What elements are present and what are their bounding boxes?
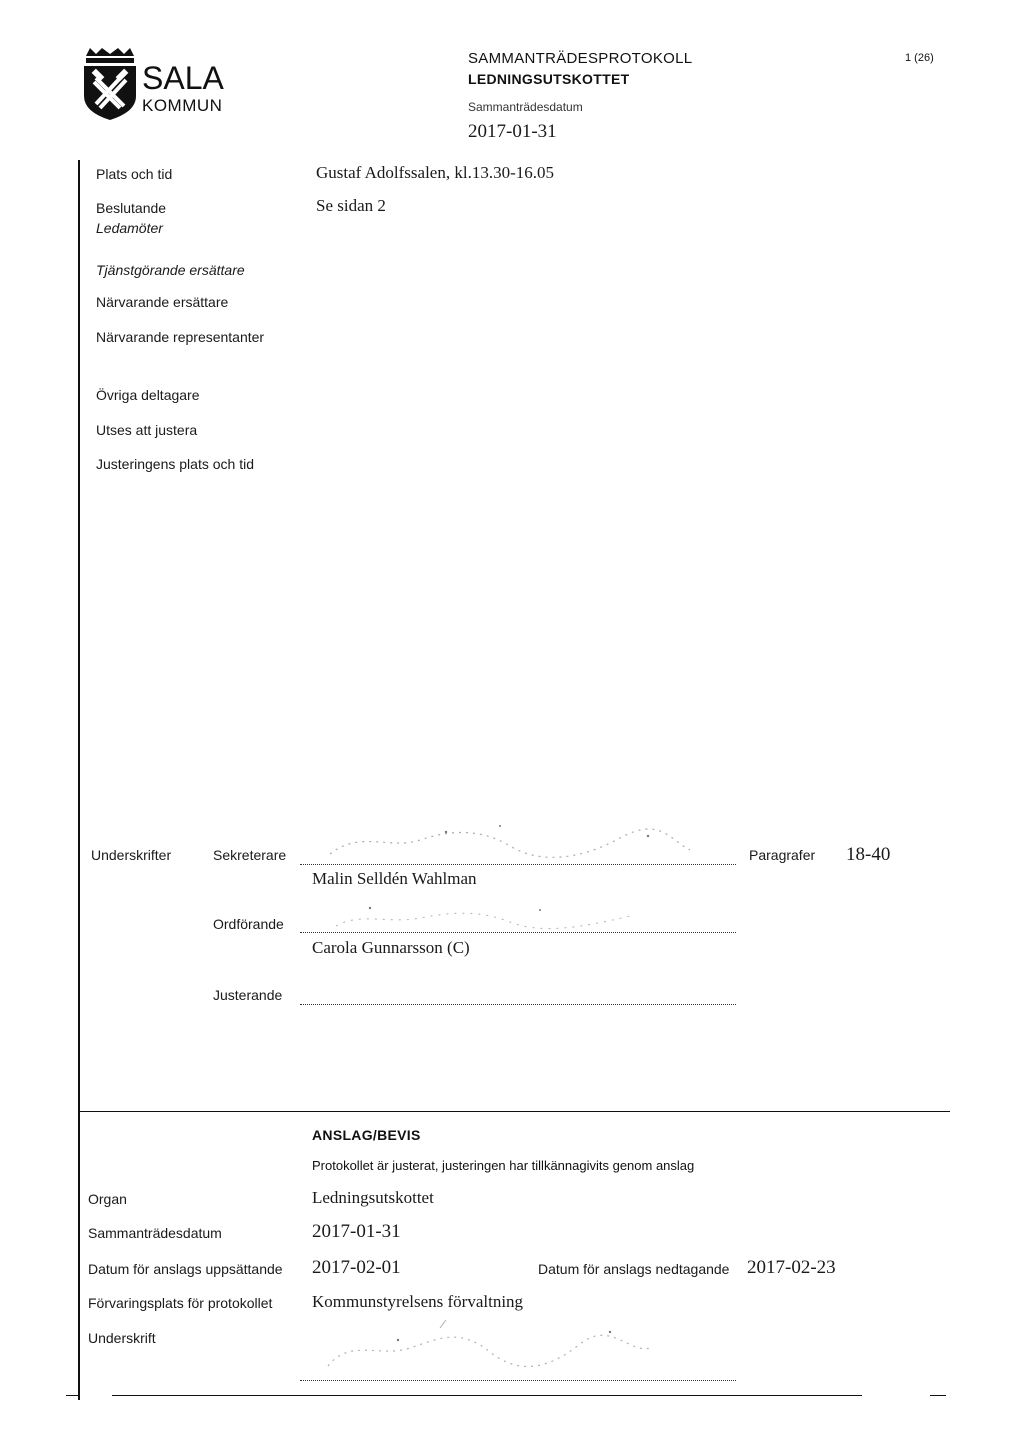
paragraphs-value: 18-40: [846, 844, 891, 865]
removed-date-value: 2017-02-23: [747, 1257, 836, 1278]
members-label: Ledamöter: [96, 220, 163, 236]
committee-name: LEDNINGSUTSKOTTET: [468, 71, 630, 87]
notice-meeting-date-label: Sammanträdesdatum: [88, 1225, 222, 1241]
document-type: SAMMANTRÄDESPROTOKOLL: [468, 50, 693, 67]
paragraphs-label: Paragrafer: [749, 847, 816, 863]
signatures-label: Underskrifter: [91, 847, 172, 863]
chair-label: Ordförande: [213, 916, 284, 932]
logo-name: SALA: [142, 60, 224, 96]
secretary-label: Sekreterare: [213, 847, 287, 863]
header-date-label: Sammanträdesdatum: [468, 100, 583, 114]
bottom-rule: [112, 1395, 862, 1396]
secretary-name: Malin Selldén Wahlman: [312, 869, 477, 888]
secretary-signature-icon: [320, 820, 700, 866]
notice-signature-line: [300, 1380, 736, 1381]
bottom-rule-left: [66, 1395, 80, 1396]
coat-of-arms-icon: [82, 46, 138, 122]
header-date: 2017-01-31: [468, 121, 557, 142]
deciding-value: Se sidan 2: [316, 196, 386, 215]
chair-signature-icon: [330, 900, 650, 934]
page-number: 1 (26): [905, 52, 934, 64]
present-representatives-label: Närvarande representanter: [96, 329, 265, 345]
adjuster-signature-line: [300, 1004, 736, 1005]
left-margin-rule: [78, 160, 80, 1400]
notice-heading: ANSLAG/BEVIS: [312, 1127, 421, 1143]
logo-subtitle: KOMMUN: [142, 96, 223, 115]
adjustment-place-label: Justeringens plats och tid: [96, 456, 254, 472]
notice-divider: [80, 1111, 950, 1112]
organ-label: Organ: [88, 1191, 127, 1207]
bottom-rule-right: [930, 1395, 946, 1396]
posted-date-label: Datum för anslags uppsättande: [88, 1261, 283, 1277]
serving-substitutes-label: Tjänstgörande ersättare: [96, 262, 245, 278]
storage-value: Kommunstyrelsens förvaltning: [312, 1292, 524, 1311]
notice-signature-label: Underskrift: [88, 1330, 156, 1346]
notice-signature-icon: [320, 1318, 660, 1378]
place-value: Gustaf Adolfssalen, kl.13.30-16.05: [316, 163, 554, 182]
organ-value: Ledningsutskottet: [312, 1188, 434, 1207]
chair-name: Carola Gunnarsson (C): [312, 938, 470, 957]
notice-meeting-date-value: 2017-01-31: [312, 1221, 401, 1242]
removed-date-label: Datum för anslags nedtagande: [538, 1261, 730, 1277]
present-substitutes-label: Närvarande ersättare: [96, 294, 229, 310]
deciding-label: Beslutande: [96, 200, 167, 216]
posted-date-value: 2017-02-01: [312, 1257, 401, 1278]
adjuster-appointed-label: Utses att justera: [96, 422, 198, 438]
place-label: Plats och tid: [96, 166, 173, 182]
adjuster-label: Justerande: [213, 987, 283, 1003]
other-participants-label: Övriga deltagare: [96, 387, 200, 403]
storage-label: Förvaringsplats för protokollet: [88, 1295, 273, 1311]
notice-statement: Protokollet är justerat, justeringen har tillkännagivits genom anslag: [312, 1158, 695, 1173]
